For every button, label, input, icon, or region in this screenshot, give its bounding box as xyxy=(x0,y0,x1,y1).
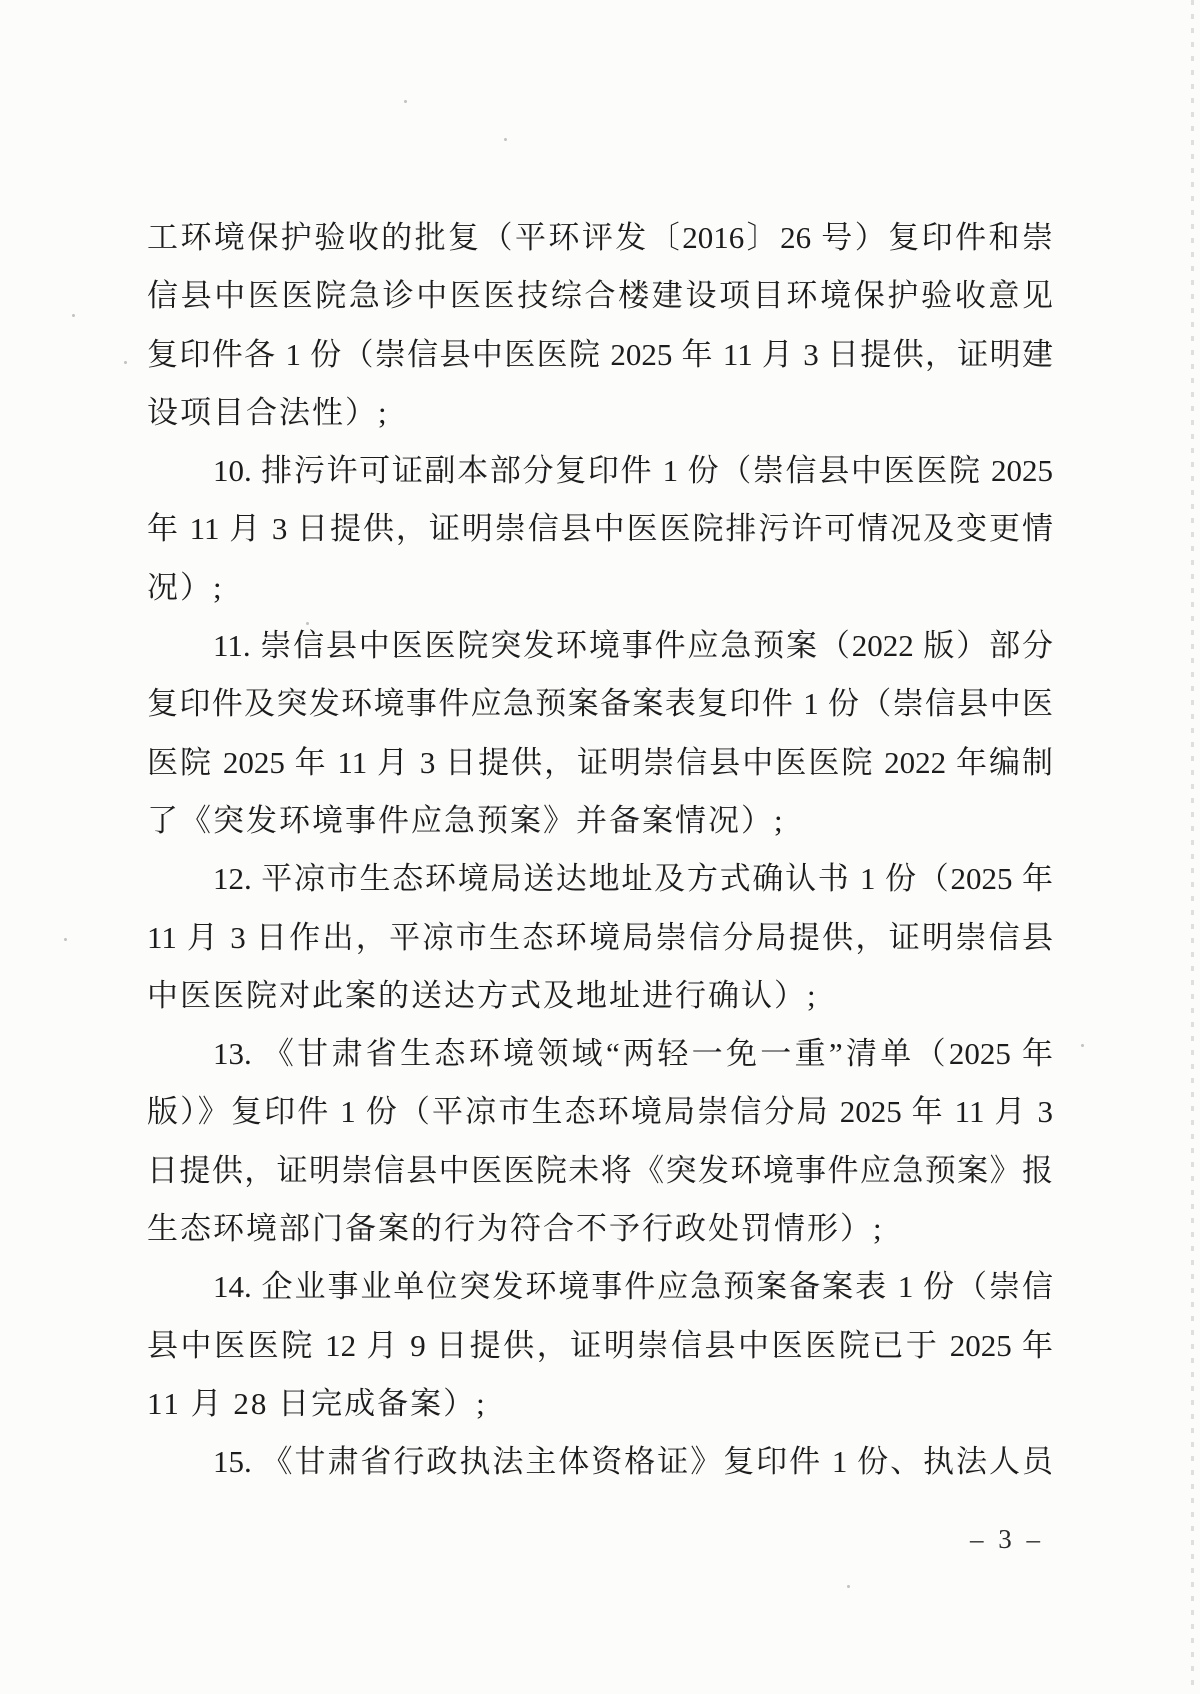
text-line: 医院 2025 年 11 月 3 日提供，证明崇信县中医医院 2022 年编制 xyxy=(147,744,1053,780)
text-line: 15. 《甘肃省行政执法主体资格证》复印件 1 份、执法人员 xyxy=(213,1444,1053,1480)
scan-speck xyxy=(124,361,127,364)
text-line: 14. 企业事业单位突发环境事件应急预案备案表 1 份（崇信 xyxy=(213,1269,1053,1305)
text-line: 中医医院对此案的送达方式及地址进行确认）; xyxy=(147,977,818,1013)
scan-speck xyxy=(404,100,407,103)
text-line: 设项目合法性）; xyxy=(147,394,389,430)
text-line: 复印件及突发环境事件应急预案备案表复印件 1 份（崇信县中医 xyxy=(147,686,1053,722)
scan-edge-artifact xyxy=(1191,0,1194,1694)
text-line: 版）》复印件 1 份（平凉市生态环境局崇信分局 2025 年 11 月 3 xyxy=(147,1094,1053,1130)
text-line: 年 11 月 3 日提供，证明崇信县中医医院排污许可情况及变更情 xyxy=(147,511,1053,547)
text-line: 11 月 28 日完成备案）; xyxy=(147,1385,487,1421)
scan-speck xyxy=(504,138,507,141)
text-line: 11 月 3 日作出，平凉市生态环境局崇信分局提供，证明崇信县 xyxy=(147,919,1053,955)
text-line: 工环境保护验收的批复（平环评发〔2016〕26 号）复印件和崇 xyxy=(147,220,1053,255)
text-line: 复印件各 1 份（崇信县中医医院 2025 年 11 月 3 日提供，证明建 xyxy=(147,336,1053,372)
text-line: 生态环境部门备案的行为符合不予行政处罚情形）; xyxy=(147,1211,884,1247)
text-line: 10. 排污许可证副本部分复印件 1 份（崇信县中医医院 2025 xyxy=(213,453,1053,489)
scan-speck xyxy=(1081,1044,1084,1047)
text-line: 11. 崇信县中医医院突发环境事件应急预案（2022 版）部分 xyxy=(213,628,1053,664)
text-line: 13. 《甘肃省生态环境领域“两轻一免一重”清单（2025 年 xyxy=(213,1036,1053,1072)
scan-speck xyxy=(847,1585,850,1588)
text-line: 12. 平凉市生态环境局送达地址及方式确认书 1 份（2025 年 xyxy=(213,861,1053,897)
scan-speck xyxy=(64,938,67,941)
document-body xyxy=(147,209,1053,1492)
text-line: 日提供，证明崇信县中医医院未将《突发环境事件应急预案》报 xyxy=(147,1152,1053,1188)
text-line: 了《突发环境事件应急预案》并备案情况）; xyxy=(147,802,785,838)
text-line: 况）; xyxy=(147,569,224,605)
text-line: 县中医医院 12 月 9 日提供，证明崇信县中医医院已于 2025 年 xyxy=(147,1327,1053,1363)
scan-speck xyxy=(72,314,75,317)
text-line: 信县中医医院急诊中医医技综合楼建设项目环境保护验收意见 xyxy=(147,278,1053,314)
page-number: – 3 – xyxy=(970,1524,1041,1554)
